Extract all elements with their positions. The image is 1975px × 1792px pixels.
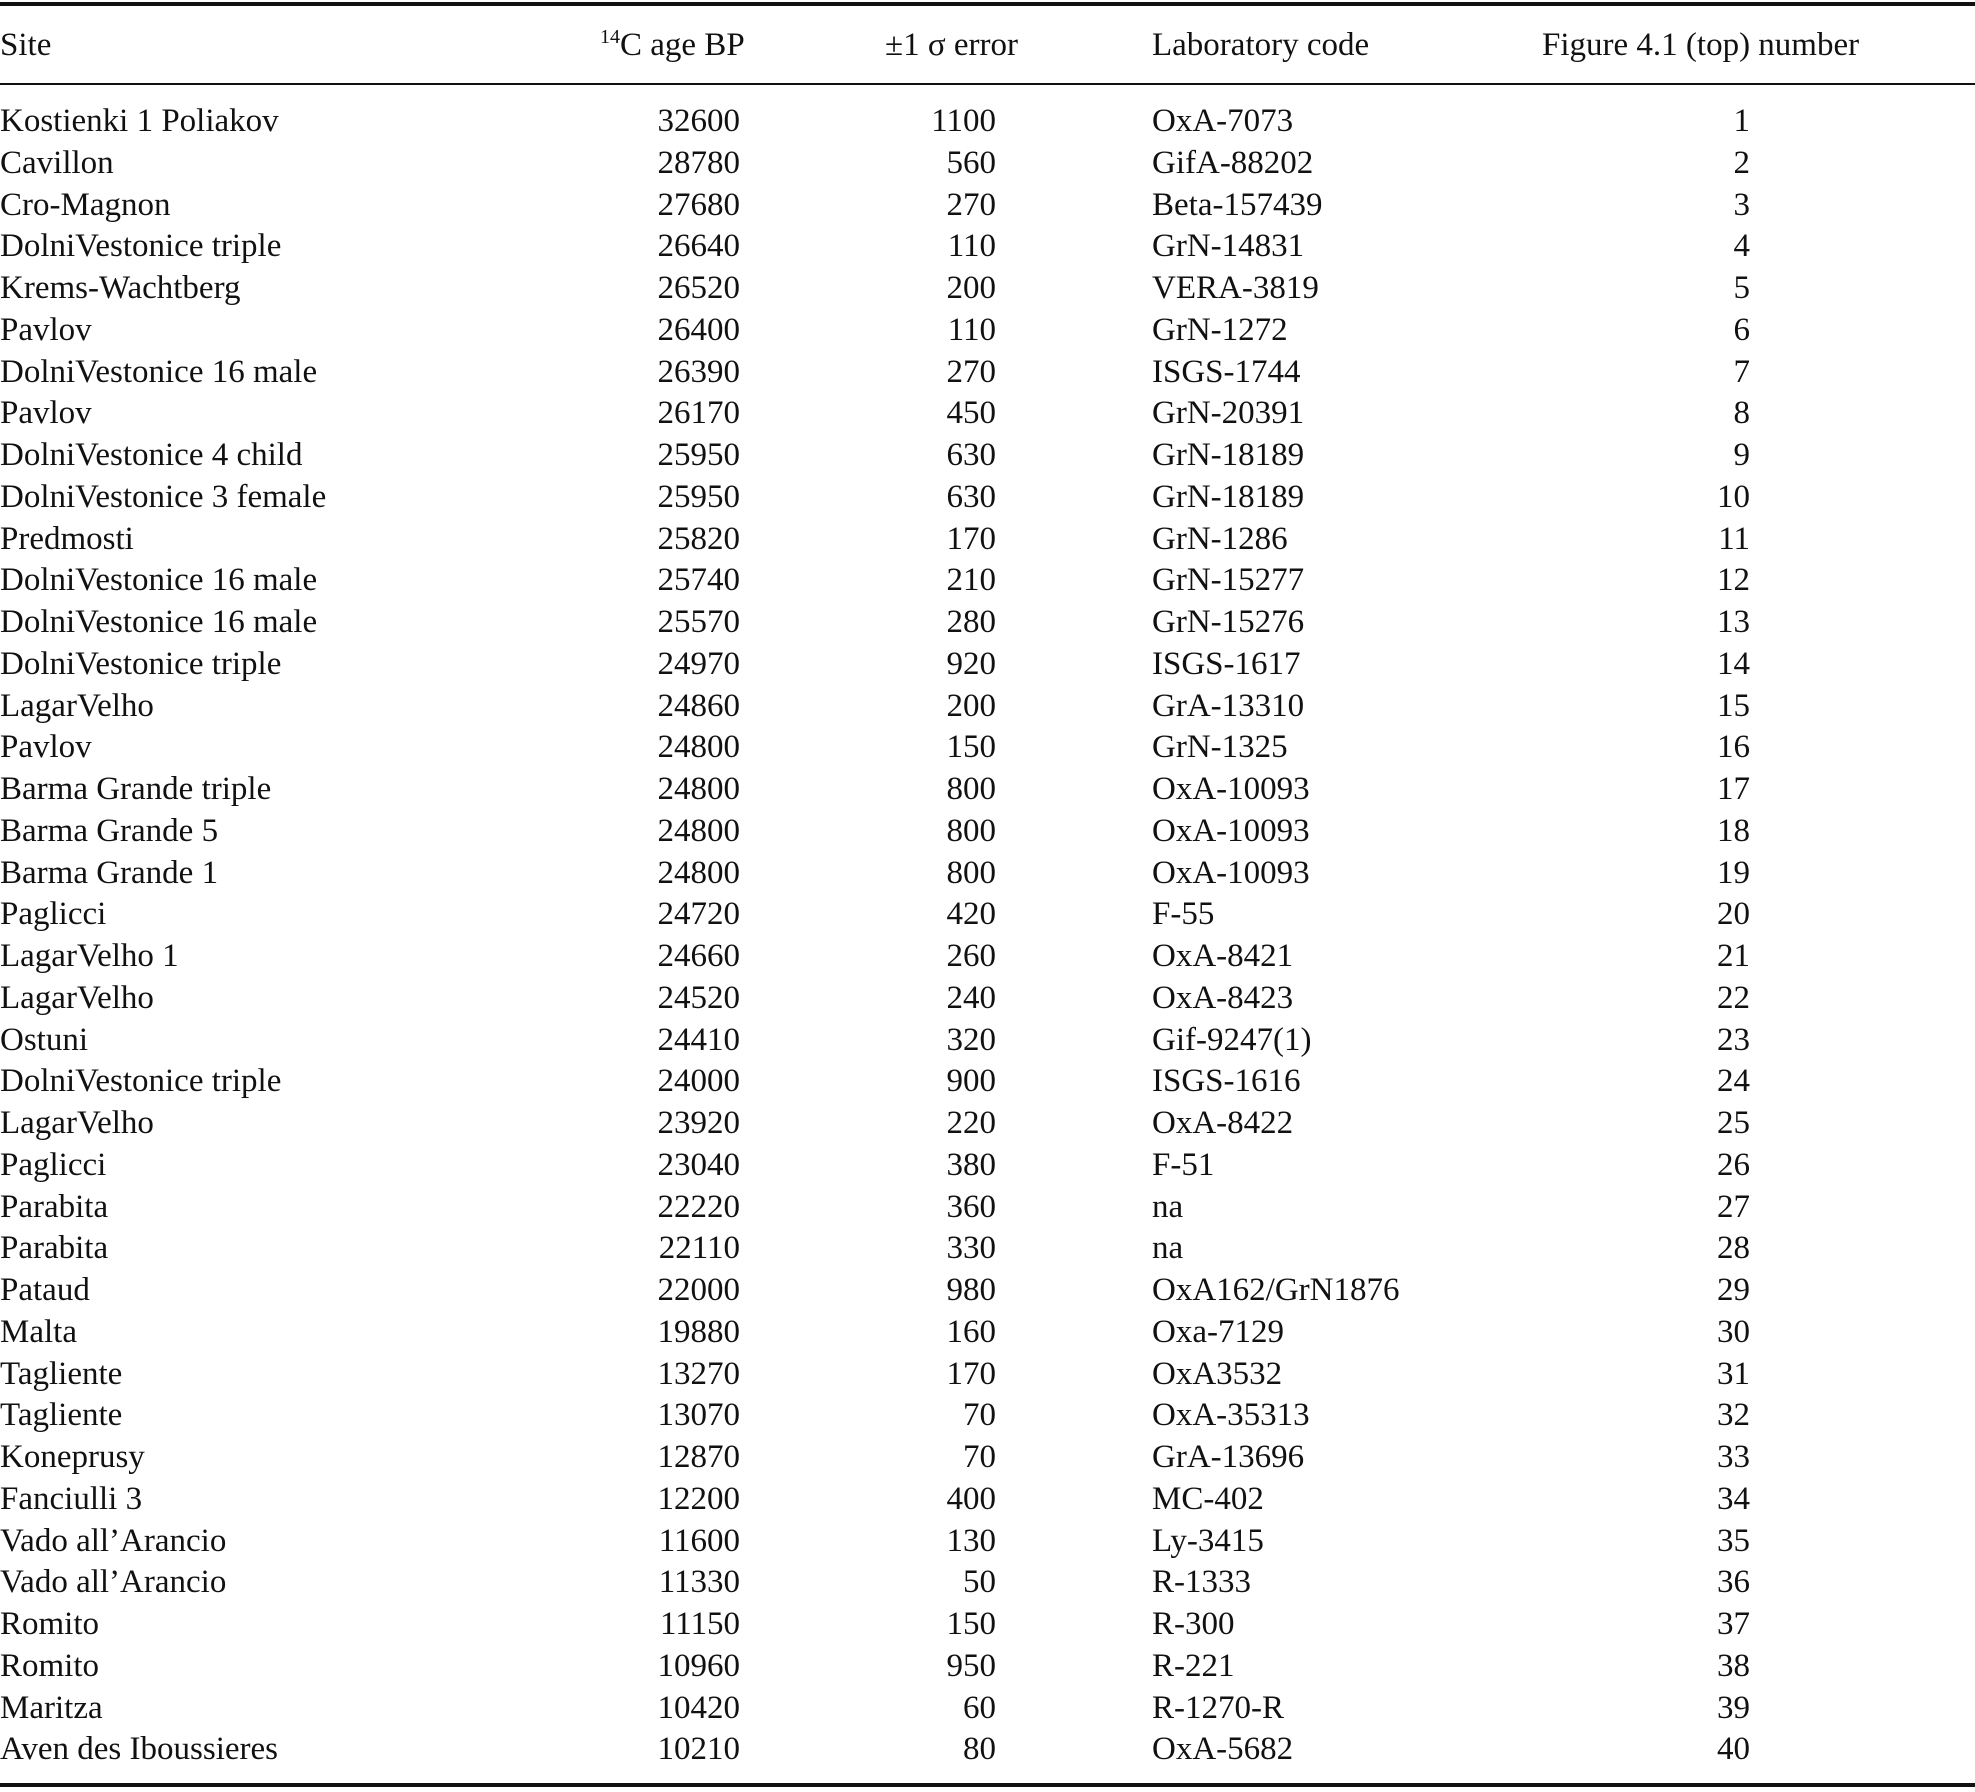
table-row <box>0 936 1975 978</box>
cell-error: 220 <box>946 1105 996 1141</box>
cell-figure-number: 30 <box>1717 1313 1750 1350</box>
cell-figure-number: 1 <box>1733 103 1750 139</box>
header-age-label: C age BP <box>620 27 745 63</box>
cell-figure-number: 18 <box>1717 812 1750 849</box>
cell-age: 25570 <box>657 604 740 640</box>
table-row <box>0 1270 1975 1312</box>
cell-figure-number: 35 <box>1717 1522 1750 1559</box>
cell-figure-number: 6 <box>1733 311 1750 348</box>
cell-age: 24800 <box>657 729 740 766</box>
table-row <box>0 310 1975 352</box>
cell-site: Vado all’Arancio <box>0 1564 227 1601</box>
cell-error: 130 <box>946 1522 996 1559</box>
cell-figure-number: 33 <box>1717 1439 1750 1475</box>
cell-age: 28780 <box>657 144 740 181</box>
table-row <box>0 1646 1975 1688</box>
table-row <box>0 477 1975 519</box>
cell-error: 110 <box>947 228 996 265</box>
table-row <box>0 1020 1975 1062</box>
table-row <box>0 644 1975 686</box>
cell-site: Maritza <box>0 1689 103 1726</box>
cell-figure-number: 25 <box>1717 1105 1750 1141</box>
cell-lab-code: GrN-1325 <box>1152 729 1288 766</box>
cell-lab-code: ISGS-1744 <box>1152 353 1301 390</box>
cell-site: Vado all’Arancio <box>0 1522 227 1559</box>
cell-site: Barma Grande 1 <box>0 854 219 891</box>
cell-error: 170 <box>946 1355 996 1392</box>
cell-error: 260 <box>946 938 996 974</box>
cell-error: 920 <box>946 645 996 682</box>
cell-age: 13270 <box>657 1355 740 1392</box>
cell-figure-number: 19 <box>1717 854 1750 891</box>
cell-age: 24520 <box>657 979 740 1016</box>
cell-site: Pavlov <box>0 729 92 766</box>
cell-lab-code: R-1270-R <box>1152 1689 1284 1726</box>
cell-site: DolniVestonice triple <box>0 228 282 265</box>
cell-lab-code: GrN-1286 <box>1152 520 1288 557</box>
cell-site: Cro-Magnon <box>0 186 171 223</box>
cell-figure-number: 29 <box>1717 1272 1750 1308</box>
cell-error: 980 <box>946 1272 996 1308</box>
table-row <box>0 1228 1975 1270</box>
cell-age: 24800 <box>657 771 740 807</box>
table-bottom-rule <box>0 1783 1975 1787</box>
cell-error: 560 <box>946 144 996 181</box>
cell-figure-number: 3 <box>1733 186 1750 223</box>
cell-error: 280 <box>946 604 996 640</box>
cell-figure-number: 4 <box>1733 228 1750 265</box>
cell-lab-code: R-300 <box>1152 1606 1235 1642</box>
table-row <box>0 602 1975 644</box>
cell-lab-code: ISGS-1616 <box>1152 1063 1301 1100</box>
cell-site: Parabita <box>0 1230 109 1267</box>
cell-site: Paglicci <box>0 1146 107 1183</box>
table-row <box>0 393 1975 435</box>
cell-age: 24410 <box>657 1021 740 1058</box>
cell-lab-code: GrN-14831 <box>1152 228 1305 265</box>
header-site: Site <box>0 27 52 63</box>
table-row <box>0 352 1975 394</box>
cell-lab-code: F-55 <box>1152 896 1215 933</box>
cell-site: Predmosti <box>0 520 134 557</box>
cell-figure-number: 13 <box>1717 604 1750 640</box>
cell-age: 22110 <box>658 1230 740 1267</box>
header-age-isotope: 14 <box>600 26 620 48</box>
table-row <box>0 1562 1975 1604</box>
cell-age: 19880 <box>657 1313 740 1350</box>
cell-site: LagarVelho <box>0 687 154 724</box>
cell-error: 50 <box>963 1564 996 1601</box>
cell-lab-code: OxA-10093 <box>1152 854 1310 891</box>
cell-error: 800 <box>946 854 996 891</box>
cell-age: 23920 <box>657 1105 740 1141</box>
cell-figure-number: 20 <box>1717 896 1750 933</box>
cell-figure-number: 10 <box>1717 478 1750 515</box>
cell-age: 11150 <box>659 1606 740 1642</box>
cell-lab-code: OxA-8421 <box>1152 938 1294 974</box>
cell-lab-code: ISGS-1617 <box>1152 645 1301 682</box>
cell-site: DolniVestonice triple <box>0 645 282 682</box>
cell-site: Barma Grande triple <box>0 771 272 807</box>
cell-site: LagarVelho 1 <box>0 938 179 974</box>
cell-site: Tagliente <box>0 1397 123 1434</box>
cell-error: 950 <box>946 1647 996 1684</box>
cell-error: 170 <box>946 520 996 557</box>
cell-age: 22000 <box>657 1272 740 1308</box>
cell-error: 360 <box>946 1188 996 1225</box>
cell-age: 24720 <box>657 896 740 933</box>
cell-error: 630 <box>946 437 996 473</box>
cell-figure-number: 2 <box>1733 144 1750 181</box>
table-row <box>0 268 1975 310</box>
table-row <box>0 226 1975 268</box>
cell-error: 800 <box>946 812 996 849</box>
cell-site: Pavlov <box>0 395 92 432</box>
cell-lab-code: MC-402 <box>1152 1480 1264 1517</box>
table-row <box>0 560 1975 602</box>
cell-error: 110 <box>947 311 996 348</box>
cell-figure-number: 5 <box>1733 270 1750 306</box>
cell-lab-code: OxA-10093 <box>1152 812 1310 849</box>
cell-lab-code: GrN-18189 <box>1152 478 1305 515</box>
cell-age: 24800 <box>657 812 740 849</box>
table-row <box>0 1437 1975 1479</box>
cell-error: 200 <box>946 270 996 306</box>
cell-error: 150 <box>946 729 996 766</box>
cell-age: 27680 <box>657 186 740 223</box>
table-row <box>0 811 1975 853</box>
table-row <box>0 1145 1975 1187</box>
cell-site: Paglicci <box>0 896 107 933</box>
cell-age: 26390 <box>657 353 740 390</box>
cell-lab-code: OxA-5682 <box>1152 1731 1294 1768</box>
table-row <box>0 686 1975 728</box>
cell-site: Parabita <box>0 1188 109 1225</box>
cell-age: 25820 <box>657 520 740 557</box>
cell-error: 150 <box>946 1606 996 1642</box>
cell-lab-code: OxA-10093 <box>1152 771 1310 807</box>
cell-figure-number: 7 <box>1733 353 1750 390</box>
cell-age: 24800 <box>657 854 740 891</box>
cell-error: 400 <box>946 1480 996 1517</box>
cell-site: Krems-Wachtberg <box>0 270 241 306</box>
cell-error: 210 <box>946 562 996 599</box>
cell-figure-number: 27 <box>1717 1188 1750 1225</box>
cell-error: 70 <box>963 1397 996 1434</box>
table-row <box>0 101 1975 143</box>
cell-figure-number: 31 <box>1717 1355 1750 1392</box>
cell-age: 26520 <box>657 270 740 306</box>
cell-figure-number: 23 <box>1717 1021 1750 1058</box>
table-top-rule <box>0 2 1975 6</box>
cell-figure-number: 8 <box>1733 395 1750 432</box>
cell-lab-code: Oxa-7129 <box>1152 1313 1284 1350</box>
cell-age: 22220 <box>657 1188 740 1225</box>
cell-error: 1100 <box>931 103 996 139</box>
cell-age: 11600 <box>658 1522 740 1559</box>
cell-site: Kostienki 1 Poliakov <box>0 103 279 139</box>
cell-error: 270 <box>946 353 996 390</box>
cell-age: 23040 <box>657 1146 740 1183</box>
cell-error: 800 <box>946 771 996 807</box>
cell-lab-code: GrN-1272 <box>1152 311 1288 348</box>
cell-lab-code: na <box>1152 1230 1184 1267</box>
table-row <box>0 1479 1975 1521</box>
cell-error: 200 <box>946 687 996 724</box>
table-row <box>0 1354 1975 1396</box>
table-header-rule <box>0 83 1975 85</box>
cell-figure-number: 37 <box>1717 1606 1750 1642</box>
cell-site: Pataud <box>0 1272 90 1308</box>
cell-age: 26640 <box>657 228 740 265</box>
table-row <box>0 435 1975 477</box>
table-row <box>0 143 1975 185</box>
cell-site: Ostuni <box>0 1021 89 1058</box>
table-row <box>0 1395 1975 1437</box>
table-row <box>0 727 1975 769</box>
table-row <box>0 769 1975 811</box>
cell-age: 24860 <box>657 687 740 724</box>
cell-site: DolniVestonice 16 male <box>0 562 318 599</box>
table-row <box>0 1688 1975 1730</box>
cell-lab-code: GrA-13696 <box>1152 1439 1305 1475</box>
cell-lab-code: Beta-157439 <box>1152 186 1323 223</box>
cell-age: 10960 <box>657 1647 740 1684</box>
cell-error: 450 <box>946 395 996 432</box>
table-row <box>0 1187 1975 1229</box>
cell-lab-code: OxA3532 <box>1152 1355 1283 1392</box>
cell-error: 320 <box>946 1021 996 1058</box>
cell-lab-code: GrN-20391 <box>1152 395 1305 432</box>
header-figure-number: Figure 4.1 (top) number <box>1542 27 1860 63</box>
cell-age: 25950 <box>657 478 740 515</box>
cell-lab-code: R-1333 <box>1152 1564 1251 1601</box>
cell-lab-code: OxA-8422 <box>1152 1105 1294 1141</box>
cell-age: 24000 <box>657 1063 740 1100</box>
table-row <box>0 1729 1975 1771</box>
cell-figure-number: 38 <box>1717 1647 1750 1684</box>
cell-site: Barma Grande 5 <box>0 812 219 849</box>
cell-age: 24660 <box>657 938 740 974</box>
cell-error: 380 <box>946 1146 996 1183</box>
cell-lab-code: OxA-35313 <box>1152 1397 1310 1434</box>
cell-site: DolniVestonice 4 child <box>0 437 303 473</box>
cell-site: DolniVestonice 16 male <box>0 353 318 390</box>
table-row <box>0 1312 1975 1354</box>
cell-site: Cavillon <box>0 144 114 181</box>
table-row <box>0 1103 1975 1145</box>
cell-age: 32600 <box>657 103 740 139</box>
cell-lab-code: VERA-3819 <box>1152 270 1319 306</box>
table-row <box>0 1604 1975 1646</box>
cell-error: 70 <box>963 1439 996 1475</box>
cell-age: 12200 <box>657 1480 740 1517</box>
cell-figure-number: 24 <box>1717 1063 1750 1100</box>
cell-age: 10210 <box>657 1731 740 1768</box>
cell-figure-number: 36 <box>1717 1564 1750 1601</box>
table-row <box>0 1061 1975 1103</box>
cell-site: LagarVelho <box>0 979 154 1016</box>
cell-age: 24970 <box>657 645 740 682</box>
cell-figure-number: 11 <box>1718 520 1750 557</box>
cell-site: Romito <box>0 1606 100 1642</box>
cell-figure-number: 34 <box>1717 1480 1750 1517</box>
cell-error: 160 <box>946 1313 996 1350</box>
cell-lab-code: GrN-18189 <box>1152 437 1305 473</box>
cell-age: 12870 <box>657 1439 740 1475</box>
table-row <box>0 978 1975 1020</box>
cell-site: Tagliente <box>0 1355 123 1392</box>
cell-figure-number: 26 <box>1717 1146 1750 1183</box>
table-header-row <box>0 20 1975 70</box>
cell-lab-code: R-221 <box>1152 1647 1235 1684</box>
cell-lab-code: GifA-88202 <box>1152 144 1314 181</box>
table-row <box>0 853 1975 895</box>
table-row <box>0 894 1975 936</box>
cell-lab-code: OxA-8423 <box>1152 979 1294 1016</box>
cell-lab-code: F-51 <box>1152 1146 1215 1183</box>
cell-figure-number: 39 <box>1717 1689 1750 1726</box>
cell-site: Fanciulli 3 <box>0 1480 143 1517</box>
cell-error: 60 <box>963 1689 996 1726</box>
cell-lab-code: Gif-9247(1) <box>1152 1021 1312 1058</box>
cell-figure-number: 17 <box>1717 771 1750 807</box>
cell-lab-code: GrN-15276 <box>1152 604 1305 640</box>
cell-site: DolniVestonice 16 male <box>0 604 318 640</box>
cell-site: Aven des Iboussieres <box>0 1731 278 1768</box>
header-lab-code: Laboratory code <box>1152 27 1370 63</box>
cell-figure-number: 21 <box>1717 938 1750 974</box>
cell-lab-code: OxA162/GrN1876 <box>1152 1272 1400 1308</box>
cell-site: Malta <box>0 1313 77 1350</box>
cell-figure-number: 16 <box>1717 729 1750 766</box>
cell-lab-code: Ly-3415 <box>1152 1522 1264 1559</box>
header-age <box>600 20 790 70</box>
cell-age: 26400 <box>657 311 740 348</box>
cell-age: 25950 <box>657 437 740 473</box>
cell-site: DolniVestonice 3 female <box>0 478 327 515</box>
cell-lab-code: GrN-15277 <box>1152 562 1305 599</box>
cell-site: DolniVestonice triple <box>0 1063 282 1100</box>
cell-error: 80 <box>963 1731 996 1768</box>
cell-figure-number: 15 <box>1717 687 1750 724</box>
cell-figure-number: 9 <box>1733 437 1750 473</box>
cell-error: 630 <box>946 478 996 515</box>
cell-age: 10420 <box>657 1689 740 1726</box>
header-error: ±1 σ error <box>885 27 1019 63</box>
cell-figure-number: 28 <box>1717 1230 1750 1267</box>
table-row <box>0 1521 1975 1563</box>
cell-error: 900 <box>946 1063 996 1100</box>
cell-figure-number: 32 <box>1717 1397 1750 1434</box>
cell-lab-code: OxA-7073 <box>1152 103 1294 139</box>
table-row <box>0 519 1975 561</box>
cell-age: 13070 <box>657 1397 740 1434</box>
table-body <box>0 101 1975 1771</box>
cell-age: 11330 <box>658 1564 740 1601</box>
cell-lab-code: GrA-13310 <box>1152 687 1305 724</box>
cell-error: 330 <box>946 1230 996 1267</box>
cell-site: Pavlov <box>0 311 92 348</box>
cell-error: 420 <box>946 896 996 933</box>
cell-figure-number: 12 <box>1717 562 1750 599</box>
cell-lab-code: na <box>1152 1188 1184 1225</box>
cell-age: 26170 <box>657 395 740 432</box>
cell-error: 270 <box>946 186 996 223</box>
table-row <box>0 185 1975 227</box>
cell-figure-number: 14 <box>1717 645 1750 682</box>
cell-age: 25740 <box>657 562 740 599</box>
cell-figure-number: 22 <box>1717 979 1750 1016</box>
cell-figure-number: 40 <box>1717 1731 1750 1768</box>
cell-site: LagarVelho <box>0 1105 154 1141</box>
cell-site: Romito <box>0 1647 100 1684</box>
cell-error: 240 <box>946 979 996 1016</box>
cell-site: Koneprusy <box>0 1439 145 1475</box>
